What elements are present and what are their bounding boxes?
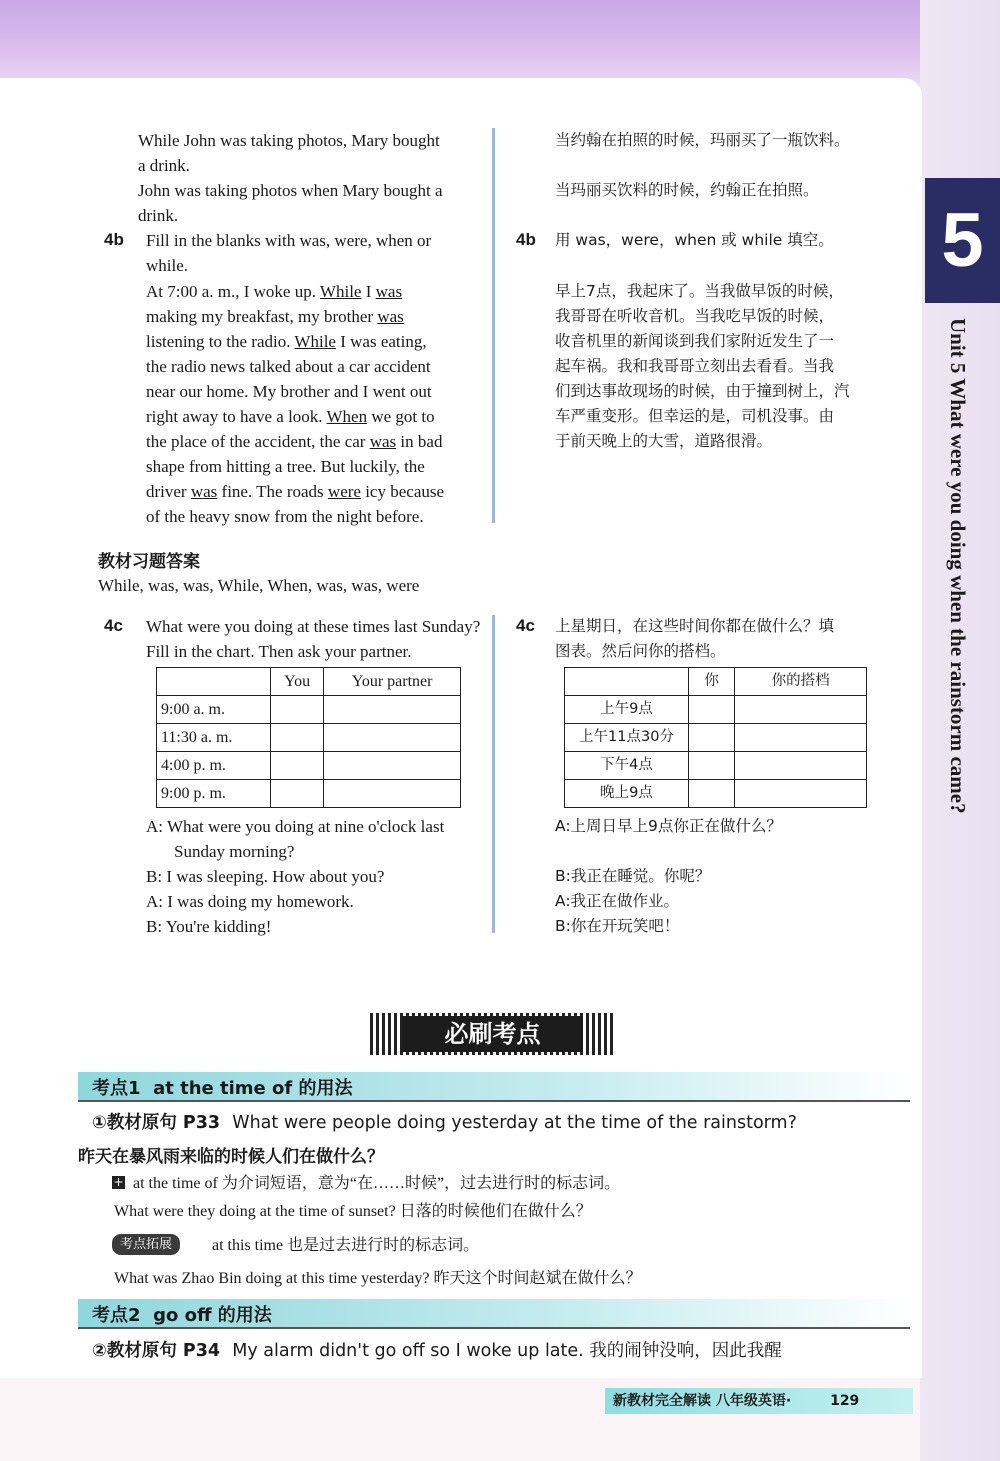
filled-blank[interactable]: was: [369, 432, 397, 451]
answer-cell[interactable]: [324, 724, 461, 752]
dialog-line: [146, 914, 486, 939]
answer-cell[interactable]: [271, 724, 324, 752]
passage-line-zh: 车严重变形。但幸运的是，司机没事。由: [555, 407, 835, 425]
unit-title-vertical: Unit 5 What were you doing when the rainstorm came?: [946, 318, 970, 814]
time-cell: 9:00 a. m.: [157, 696, 271, 724]
answer-cell[interactable]: [735, 752, 867, 780]
answer-cell[interactable]: [324, 696, 461, 724]
table-header-cell: 你: [689, 668, 735, 696]
table-row: [565, 780, 867, 808]
intro-line: John was taking photos when Mary bought a: [138, 181, 443, 200]
dialog-text: I was doing my homework.: [167, 892, 354, 911]
exercise-label-4b: 4b: [104, 230, 124, 249]
dialog-en: [146, 814, 486, 939]
footer-bar: [605, 1388, 913, 1414]
instruction-line-zh: 上星期日，在这些时间你都在做什么？填: [555, 617, 835, 635]
passage-line: [146, 329, 476, 354]
dialog-text: I was sleeping. How about you?: [166, 867, 385, 886]
kaodian1-ext-note: at this time 也是过去进行时的标志词。: [212, 1237, 480, 1254]
schedule-table-zh: [564, 667, 867, 808]
kaodian2-header: [78, 1299, 910, 1329]
table-header-cell: 你的搭档: [735, 668, 867, 696]
dialog-text: You're kidding!: [165, 917, 272, 936]
extension-badge: 考点拓展: [112, 1234, 180, 1255]
passage-line-zh: 收音机里的新闻谈到我们家附近发生了一: [555, 332, 835, 350]
note-icon: +: [113, 1175, 124, 1189]
kaodian2-original: [92, 1337, 782, 1362]
passage-text: we got to: [367, 407, 435, 426]
time-cell: 上午9点: [565, 696, 689, 724]
passage-text: near our home. My brother and I went out: [146, 382, 432, 401]
answer-cell[interactable]: [324, 780, 461, 808]
kaodian-title-text: go off 的用法: [153, 1305, 272, 1326]
kaodian-tag: 考点1: [92, 1078, 141, 1099]
original-sentence: What were people doing yesterday at the time of the rainstorm?: [232, 1113, 797, 1133]
answer-cell[interactable]: [689, 752, 735, 780]
time-cell: 9:00 p. m.: [157, 780, 271, 808]
dialog-line: [146, 864, 486, 889]
answers-text: While, was, was, While, When, was, was, were: [98, 576, 420, 595]
kaodian2-title: [92, 1301, 272, 1327]
section-banner: [370, 1013, 615, 1055]
dialog-line-zh: A:上周日早上9点你正在做什么？: [555, 817, 782, 835]
dialog-text: Sunday morning?: [174, 842, 295, 861]
answer-cell[interactable]: [689, 780, 735, 808]
answer-cell[interactable]: [689, 696, 735, 724]
table-header-cell: You: [271, 668, 324, 696]
original-label: ②教材原句 P34: [92, 1341, 221, 1361]
table-row: [157, 696, 461, 724]
schedule-table-en: [156, 667, 461, 808]
passage-line: [146, 379, 476, 404]
passage-text: making my breakfast, my brother: [146, 307, 378, 326]
page-number: 129: [830, 1393, 860, 1409]
passage-line: [146, 404, 476, 429]
intro-line: drink.: [138, 206, 179, 225]
passage-line: [146, 279, 476, 304]
table-row: [565, 696, 867, 724]
answer-cell[interactable]: [271, 752, 324, 780]
exercise-4b-instruction-zh: 用 was，were，when 或 while 填空。: [555, 231, 834, 249]
passage-text: shape from hitting a tree. But luckily, the: [146, 457, 425, 476]
filled-blank[interactable]: was: [190, 482, 218, 501]
exercise-4b-passage-zh: [555, 279, 885, 454]
column-divider-top: [492, 128, 495, 523]
kaodian1-translation: 昨天在暴风雨来临的时候人们在做什么？: [78, 1147, 384, 1167]
kaodian1-note: at the time of 为介词短语，意为“在……时候”，过去进行时的标志词。: [133, 1175, 621, 1192]
dialog-line-zh: B:我正在睡觉。你呢？: [555, 867, 711, 885]
footer-book-title: 新教材完全解读 八年级英语·: [613, 1393, 792, 1409]
instruction-line: What were you doing at these times last Sunday?: [146, 617, 481, 636]
passage-text: of the heavy snow from the night before.: [146, 507, 424, 526]
table-header-cell: [157, 668, 271, 696]
filled-blank[interactable]: was: [377, 307, 404, 326]
instruction-line-zh: 图表。然后问你的搭档。: [555, 642, 726, 660]
filled-blank[interactable]: were: [327, 482, 361, 501]
passage-line: [146, 504, 476, 529]
answer-cell[interactable]: [271, 696, 324, 724]
exercise-label-4c-zh: 4c: [516, 616, 535, 635]
time-cell: 下午4点: [565, 752, 689, 780]
passage-line-zh: 们到达事故现场的时候，由于撞到树上，汽: [555, 382, 850, 400]
right-intro: [555, 128, 895, 203]
section-banner-title: 必刷考点: [402, 1016, 583, 1052]
passage-text: in bad: [396, 432, 443, 451]
passage-line: [146, 454, 476, 479]
exercise-label-4c: 4c: [104, 616, 123, 635]
table-header-cell: Your partner: [324, 668, 461, 696]
time-cell: 4:00 p. m.: [157, 752, 271, 780]
passage-text: driver: [146, 482, 191, 501]
dialog-line: [146, 839, 486, 864]
kaodian1-original: [92, 1109, 797, 1134]
filled-blank[interactable]: was: [375, 282, 403, 301]
exercise-4b-passage: [146, 279, 476, 529]
table-row: [157, 752, 461, 780]
answer-cell[interactable]: [735, 780, 867, 808]
dialog-line-zh: B:你在开玩笑吧！: [555, 917, 680, 935]
table-row: [565, 724, 867, 752]
filled-blank[interactable]: When: [326, 407, 368, 426]
passage-line-zh: 于前天晚上的大雪，道路很滑。: [555, 432, 773, 450]
instruction-line: Fill in the blanks with was, were, when or: [146, 231, 432, 250]
dialog-line: [146, 814, 486, 839]
left-intro: [138, 128, 478, 228]
intro-line: While John was taking photos, Mary bought: [138, 131, 440, 150]
intro-line-zh: 当约翰在拍照的时候，玛丽买了一瓶饮料。: [555, 131, 850, 149]
unit-number-tab: 5: [925, 178, 1000, 303]
kaodian1-title: [92, 1074, 352, 1100]
exercise-4c-instruction: [146, 614, 486, 664]
table-row: [157, 780, 461, 808]
passage-text: the radio news talked about a car accident: [146, 357, 431, 376]
passage-text: I: [361, 282, 376, 301]
passage-line-zh: 起车祸。我和我哥哥立刻出去看看。当我: [555, 357, 835, 375]
kaodian1-example2: What was Zhao Bin doing at this time yesterday? 昨天这个时间赵斌在做什么？: [114, 1270, 642, 1287]
instruction-line: while.: [146, 256, 189, 275]
table-row: [565, 752, 867, 780]
speaker: B:: [146, 867, 163, 886]
passage-text: icy because: [360, 482, 445, 501]
passage-text: At 7:00 a. m., I woke up.: [146, 282, 320, 301]
column-divider-4c: [492, 615, 495, 933]
answer-cell[interactable]: [735, 696, 867, 724]
table-header-row: [157, 668, 461, 696]
answer-cell[interactable]: [324, 752, 461, 780]
exercise-label-4b-zh: 4b: [516, 230, 536, 249]
original-sentence: My alarm didn't go off so I woke up late. 我的闹钟没响，因此我醒: [232, 1341, 782, 1361]
answer-cell[interactable]: [689, 724, 735, 752]
passage-line-zh: 我哥哥在听收音机。当我吃早饭的时候，: [555, 307, 835, 325]
answer-cell[interactable]: [271, 780, 324, 808]
table-header-row: [565, 668, 867, 696]
exercise-4c-instruction-zh: [555, 614, 895, 664]
time-cell: 11:30 a. m.: [157, 724, 271, 752]
passage-line-zh: 早上7点，我起床了。当我做早饭的时候，: [555, 282, 844, 300]
time-cell: 晚上9点: [565, 780, 689, 808]
answers-title: 教材习题答案: [98, 552, 200, 572]
table-row: [157, 724, 461, 752]
original-label: ①教材原句 P33: [92, 1113, 221, 1133]
passage-text: I was eating,: [335, 332, 427, 351]
kaodian-title-text: at the time of 的用法: [153, 1078, 353, 1099]
time-cell: 上午11点30分: [565, 724, 689, 752]
filled-blank[interactable]: While: [319, 282, 362, 301]
instruction-line: Fill in the chart. Then ask your partner.: [146, 642, 412, 661]
intro-line-zh: 当玛丽买饮料的时候，约翰正在拍照。: [555, 181, 819, 199]
intro-line: a drink.: [138, 156, 190, 175]
passage-line: [146, 479, 476, 504]
passage-text: right away to have a look.: [146, 407, 327, 426]
table-header-cell: [565, 668, 689, 696]
passage-text: fine. The roads: [217, 482, 328, 501]
dialog-line-zh: A:我正在做作业。: [555, 892, 680, 910]
passage-line: [146, 354, 476, 379]
passage-line: [146, 429, 476, 454]
dialog-line: [146, 889, 486, 914]
passage-text: the place of the accident, the car: [146, 432, 370, 451]
dialog-text: What were you doing at nine o'clock last: [166, 817, 445, 836]
answer-cell[interactable]: [735, 724, 867, 752]
exercise-4b-instruction: [146, 228, 476, 278]
speaker: B:: [146, 917, 163, 936]
dialog-zh: [555, 814, 895, 939]
speaker: A:: [146, 817, 163, 836]
filled-blank[interactable]: While: [294, 332, 336, 351]
passage-text: listening to the radio.: [146, 332, 295, 351]
passage-line: [146, 304, 476, 329]
kaodian1-example1: What were they doing at the time of sunset? 日落的时候他们在做什么？: [114, 1203, 592, 1220]
kaodian-tag: 考点2: [92, 1305, 141, 1326]
kaodian1-header: [78, 1072, 910, 1102]
speaker: A:: [146, 892, 163, 911]
